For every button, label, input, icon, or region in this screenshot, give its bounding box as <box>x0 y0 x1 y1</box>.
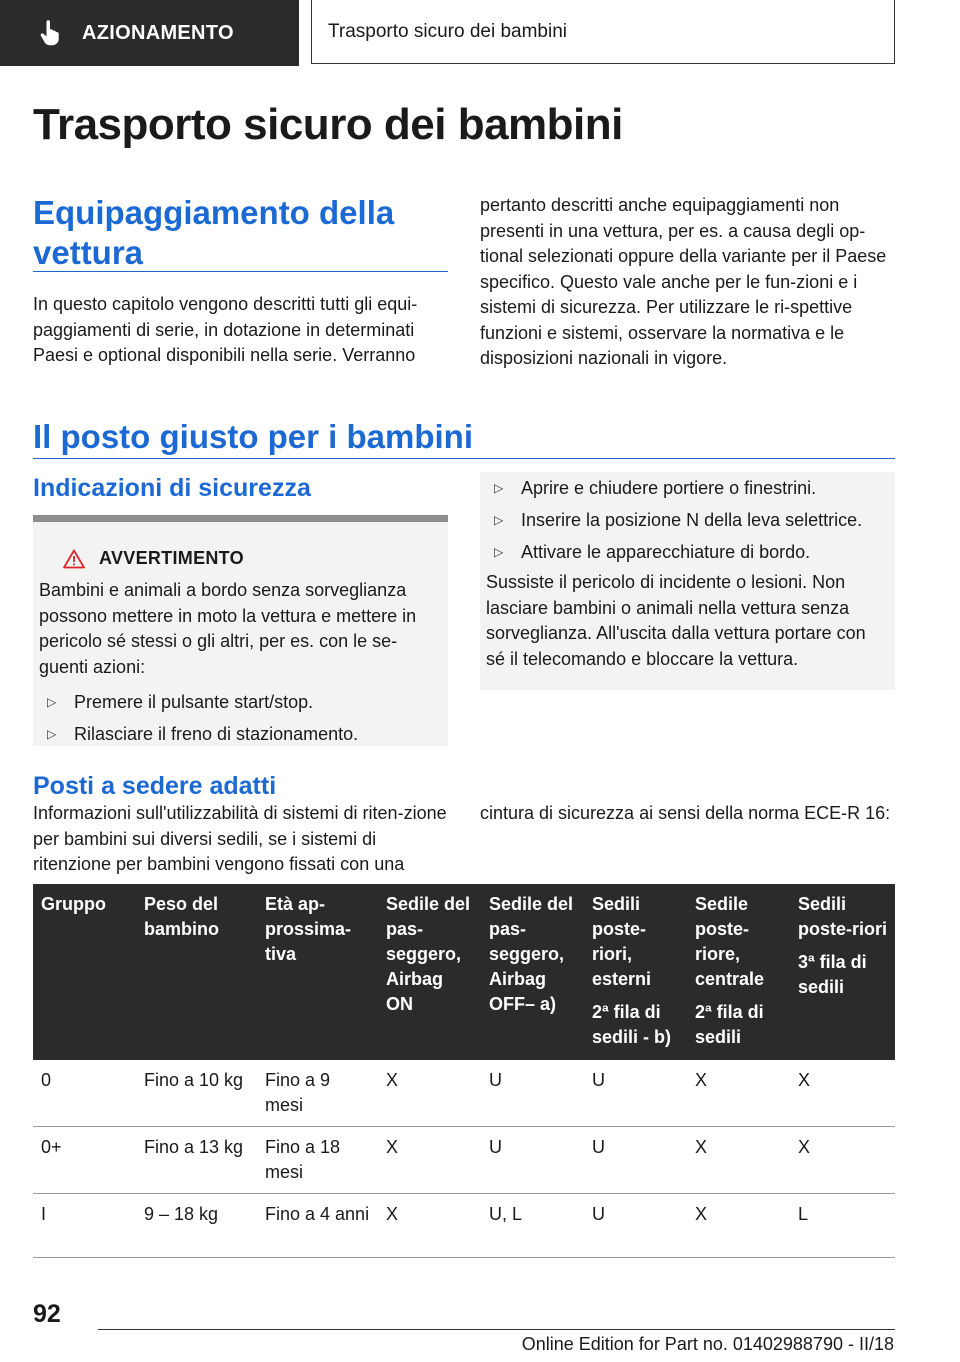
equip-text-right: pertanto descritti anche equipaggiamenti non presenti in una vettura, per es. a causa degli op-tional selezionati oppure della variante per il Paese specifico. Questo vale anche per le fun-zioni e i sistemi di sicurezza. Per utilizzare le ri-spettive funzioni e sistemi, osservare la normativa e le disposizioni nazionali in vigore. <box>480 195 887 368</box>
table-cell: U <box>584 1127 687 1194</box>
page-number: 92 <box>33 1300 61 1328</box>
table-cell: X <box>790 1060 895 1127</box>
list-item: ▷ Inserire la posizione N della leva selettrice. <box>494 509 863 530</box>
seats-text-left: Informazioni sull'utilizzabilità di sistemi di riten-zione per bambini sui diversi sedili, se i sistemi di ritenzione per bambini vengono fissati con una <box>33 803 447 874</box>
equip-heading: Equipaggiamento della vettura <box>33 194 395 271</box>
seats-heading: Posti a sedere adatti <box>33 772 277 800</box>
table-row <box>33 1194 895 1258</box>
bullet-triangle-icon: ▷ <box>494 545 504 559</box>
warning-label: AVVERTIMENTO <box>99 548 244 568</box>
chapter-title <box>311 0 895 64</box>
bullet-triangle-icon: ▷ <box>47 695 57 709</box>
table-cell: X <box>687 1060 790 1127</box>
warning-conclusion: Sussiste il pericolo di incidente o lesioni. Non lasciare bambini o animali nella vettura senza sorveglianza. All'uscita dalla vettura portare con sé il telecomando e bloccare la vettura. <box>486 572 866 669</box>
list-item: ▷ Premere il pulsante start/stop. <box>47 691 314 712</box>
table-header: Sedili poste-riori 3ª fila di sedili <box>790 884 895 1060</box>
table-header: Sedili poste-riori, esterni 2ª fila di sedili - b) <box>584 884 687 1060</box>
table-cell: Fino a 9 mesi <box>257 1060 378 1127</box>
seats-text-right: cintura di sicurezza ai sensi della norma ECE-R 16: <box>480 803 891 823</box>
seat-suitability-table <box>33 884 895 1258</box>
footer-rule <box>98 1329 895 1330</box>
warning-bullets-right <box>494 472 862 568</box>
page-title: Trasporto sicuro dei bambini <box>33 100 623 149</box>
table-cell: X <box>378 1194 481 1258</box>
list-item: ▷ Attivare le apparecchiature di bordo. <box>494 541 811 562</box>
table-header: Gruppo <box>33 884 136 1060</box>
chapter-label: Trasporto sicuro dei bambini <box>328 20 568 42</box>
warning-triangle-icon <box>63 549 85 569</box>
table-cell: X <box>790 1127 895 1194</box>
table-row <box>33 1060 895 1127</box>
page-header <box>0 0 960 66</box>
table-header: Sedile del pas-seggero, Airbag OFF– a) <box>481 884 584 1060</box>
equip-text-left: In questo capitolo vengono descritti tutti gli equi-paggiamenti di serie, in dotazione in determinati Paesi e optional disponibili nella serie. Verranno <box>33 294 418 365</box>
safety-heading: Indicazioni di sicurezza <box>33 474 311 502</box>
table-cell: I <box>33 1194 136 1258</box>
table-header: Età ap-prossima-tiva <box>257 884 378 1060</box>
table-cell: U <box>481 1060 584 1127</box>
warning-text: Bambini e animali a bordo senza sorveglianza possono mettere in moto la vettura e mettere in pericolo sé stessi o gli altri, per es. con le se-guenti azioni: <box>39 580 417 677</box>
table-cell: L <box>790 1194 895 1258</box>
footer-edition: Online Edition for Part no. 01402988790 - II/18 <box>521 1334 894 1354</box>
equip-rule <box>33 271 448 272</box>
table-header: Sedile poste-riore, centrale 2ª fila di sedili <box>687 884 790 1060</box>
table-cell: X <box>378 1060 481 1127</box>
table-cell: X <box>687 1194 790 1258</box>
bullet-triangle-icon: ▷ <box>494 513 504 527</box>
table-cell: X <box>378 1127 481 1194</box>
table-header: Sedile del pas-seggero, Airbag ON <box>378 884 481 1060</box>
table-cell: 0+ <box>33 1127 136 1194</box>
table-cell: Fino a 13 kg <box>136 1127 257 1194</box>
section-label: AZIONAMENTO <box>82 21 234 44</box>
table-cell: Fino a 18 mesi <box>257 1127 378 1194</box>
table-cell: U, L <box>481 1194 584 1258</box>
table-header: Peso del bambino <box>136 884 257 1060</box>
warning-bullets-left <box>47 686 358 750</box>
posto-heading: Il posto giusto per i bambini <box>33 418 474 455</box>
bullet-triangle-icon: ▷ <box>494 481 504 495</box>
table-cell: 0 <box>33 1060 136 1127</box>
warning-box-continued <box>480 472 895 690</box>
table-cell: 9 – 18 kg <box>136 1194 257 1258</box>
table-cell: Fino a 10 kg <box>136 1060 257 1127</box>
warning-box <box>33 515 448 746</box>
list-item: ▷ Rilasciare il freno di stazionamento. <box>47 723 359 744</box>
table-row <box>33 1127 895 1194</box>
table-header-row <box>33 884 895 1060</box>
section-tab <box>0 0 299 66</box>
list-item: ▷ Aprire e chiudere portiere o finestrini. <box>494 477 817 498</box>
table-cell: Fino a 4 anni <box>257 1194 378 1258</box>
table-cell: U <box>481 1127 584 1194</box>
bullet-triangle-icon: ▷ <box>47 727 57 741</box>
posto-rule <box>33 458 895 459</box>
warning-header <box>63 548 244 569</box>
table-cell: U <box>584 1060 687 1127</box>
table-cell: X <box>687 1127 790 1194</box>
hand-pointer-icon <box>36 19 64 47</box>
table-cell: U <box>584 1194 687 1258</box>
